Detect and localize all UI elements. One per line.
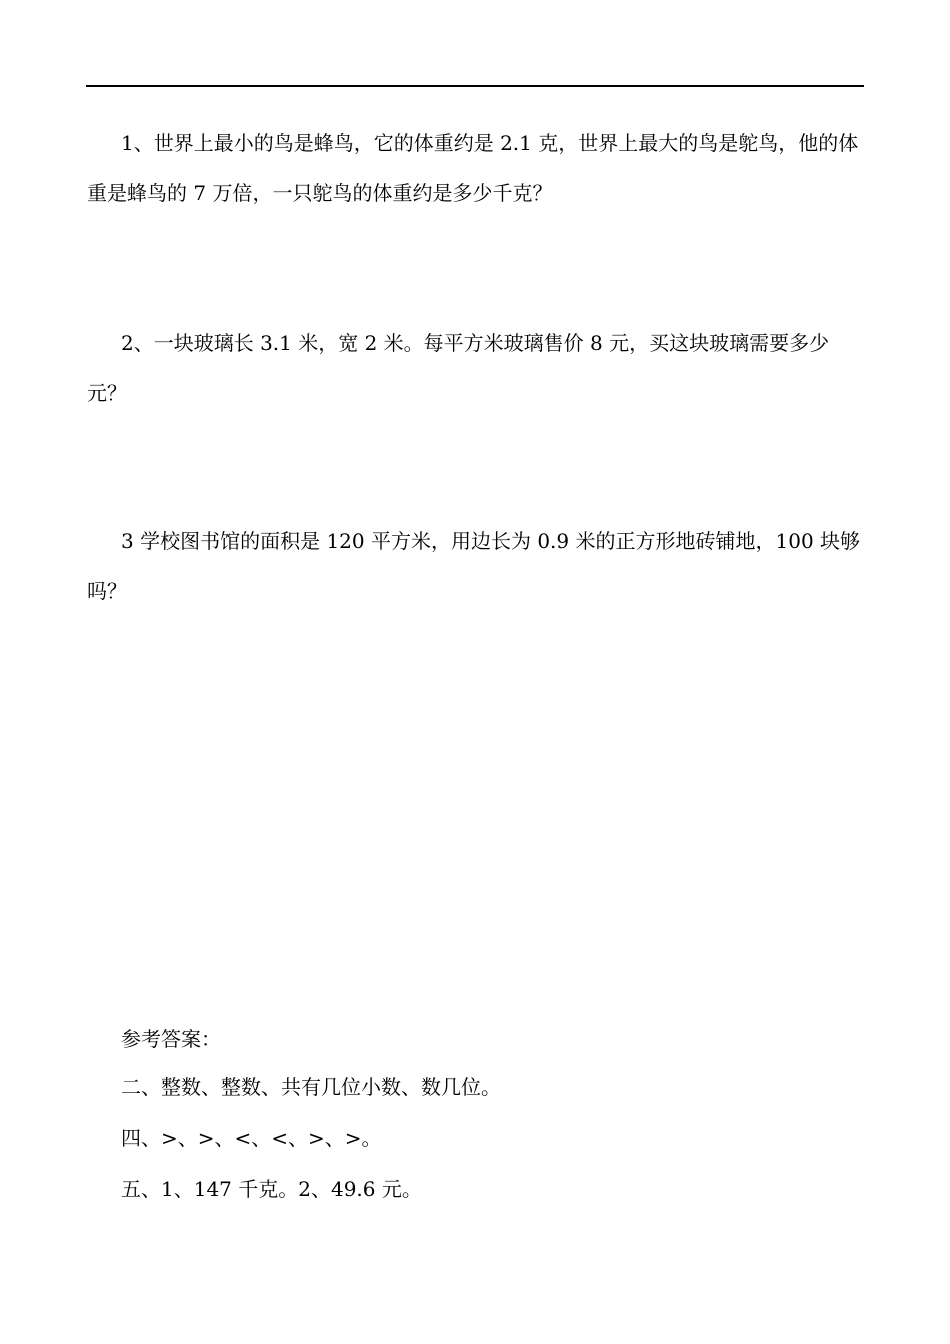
problem-2: 2、一块玻璃长 3.1 米，宽 2 米。每平方米玻璃售价 8 元，买这块玻璃需要多少元？ [87,331,830,405]
answer-section-4: 四、>、>、<、<、>、>。 [121,1126,382,1150]
problem-1: 1、世界上最小的鸟是蜂鸟，它的体重约是 2.1 克，世界上最大的鸟是鸵鸟，他的体重是蜂鸟的 7 万倍，一只鸵鸟的体重约是多少千克？ [87,131,859,205]
answer-section-5: 五、1、147 千克。2、49.6 元。 [121,1177,422,1201]
header-rule [86,85,864,87]
problem-3: 3 学校图书馆的面积是 120 平方米，用边长为 0.9 米的正方形地砖铺地，100 块够吗？ [87,529,861,603]
answer-key-heading: 参考答案： [121,1027,221,1051]
answer-section-2: 二、整数、整数、共有几位小数、数几位。 [121,1075,501,1099]
